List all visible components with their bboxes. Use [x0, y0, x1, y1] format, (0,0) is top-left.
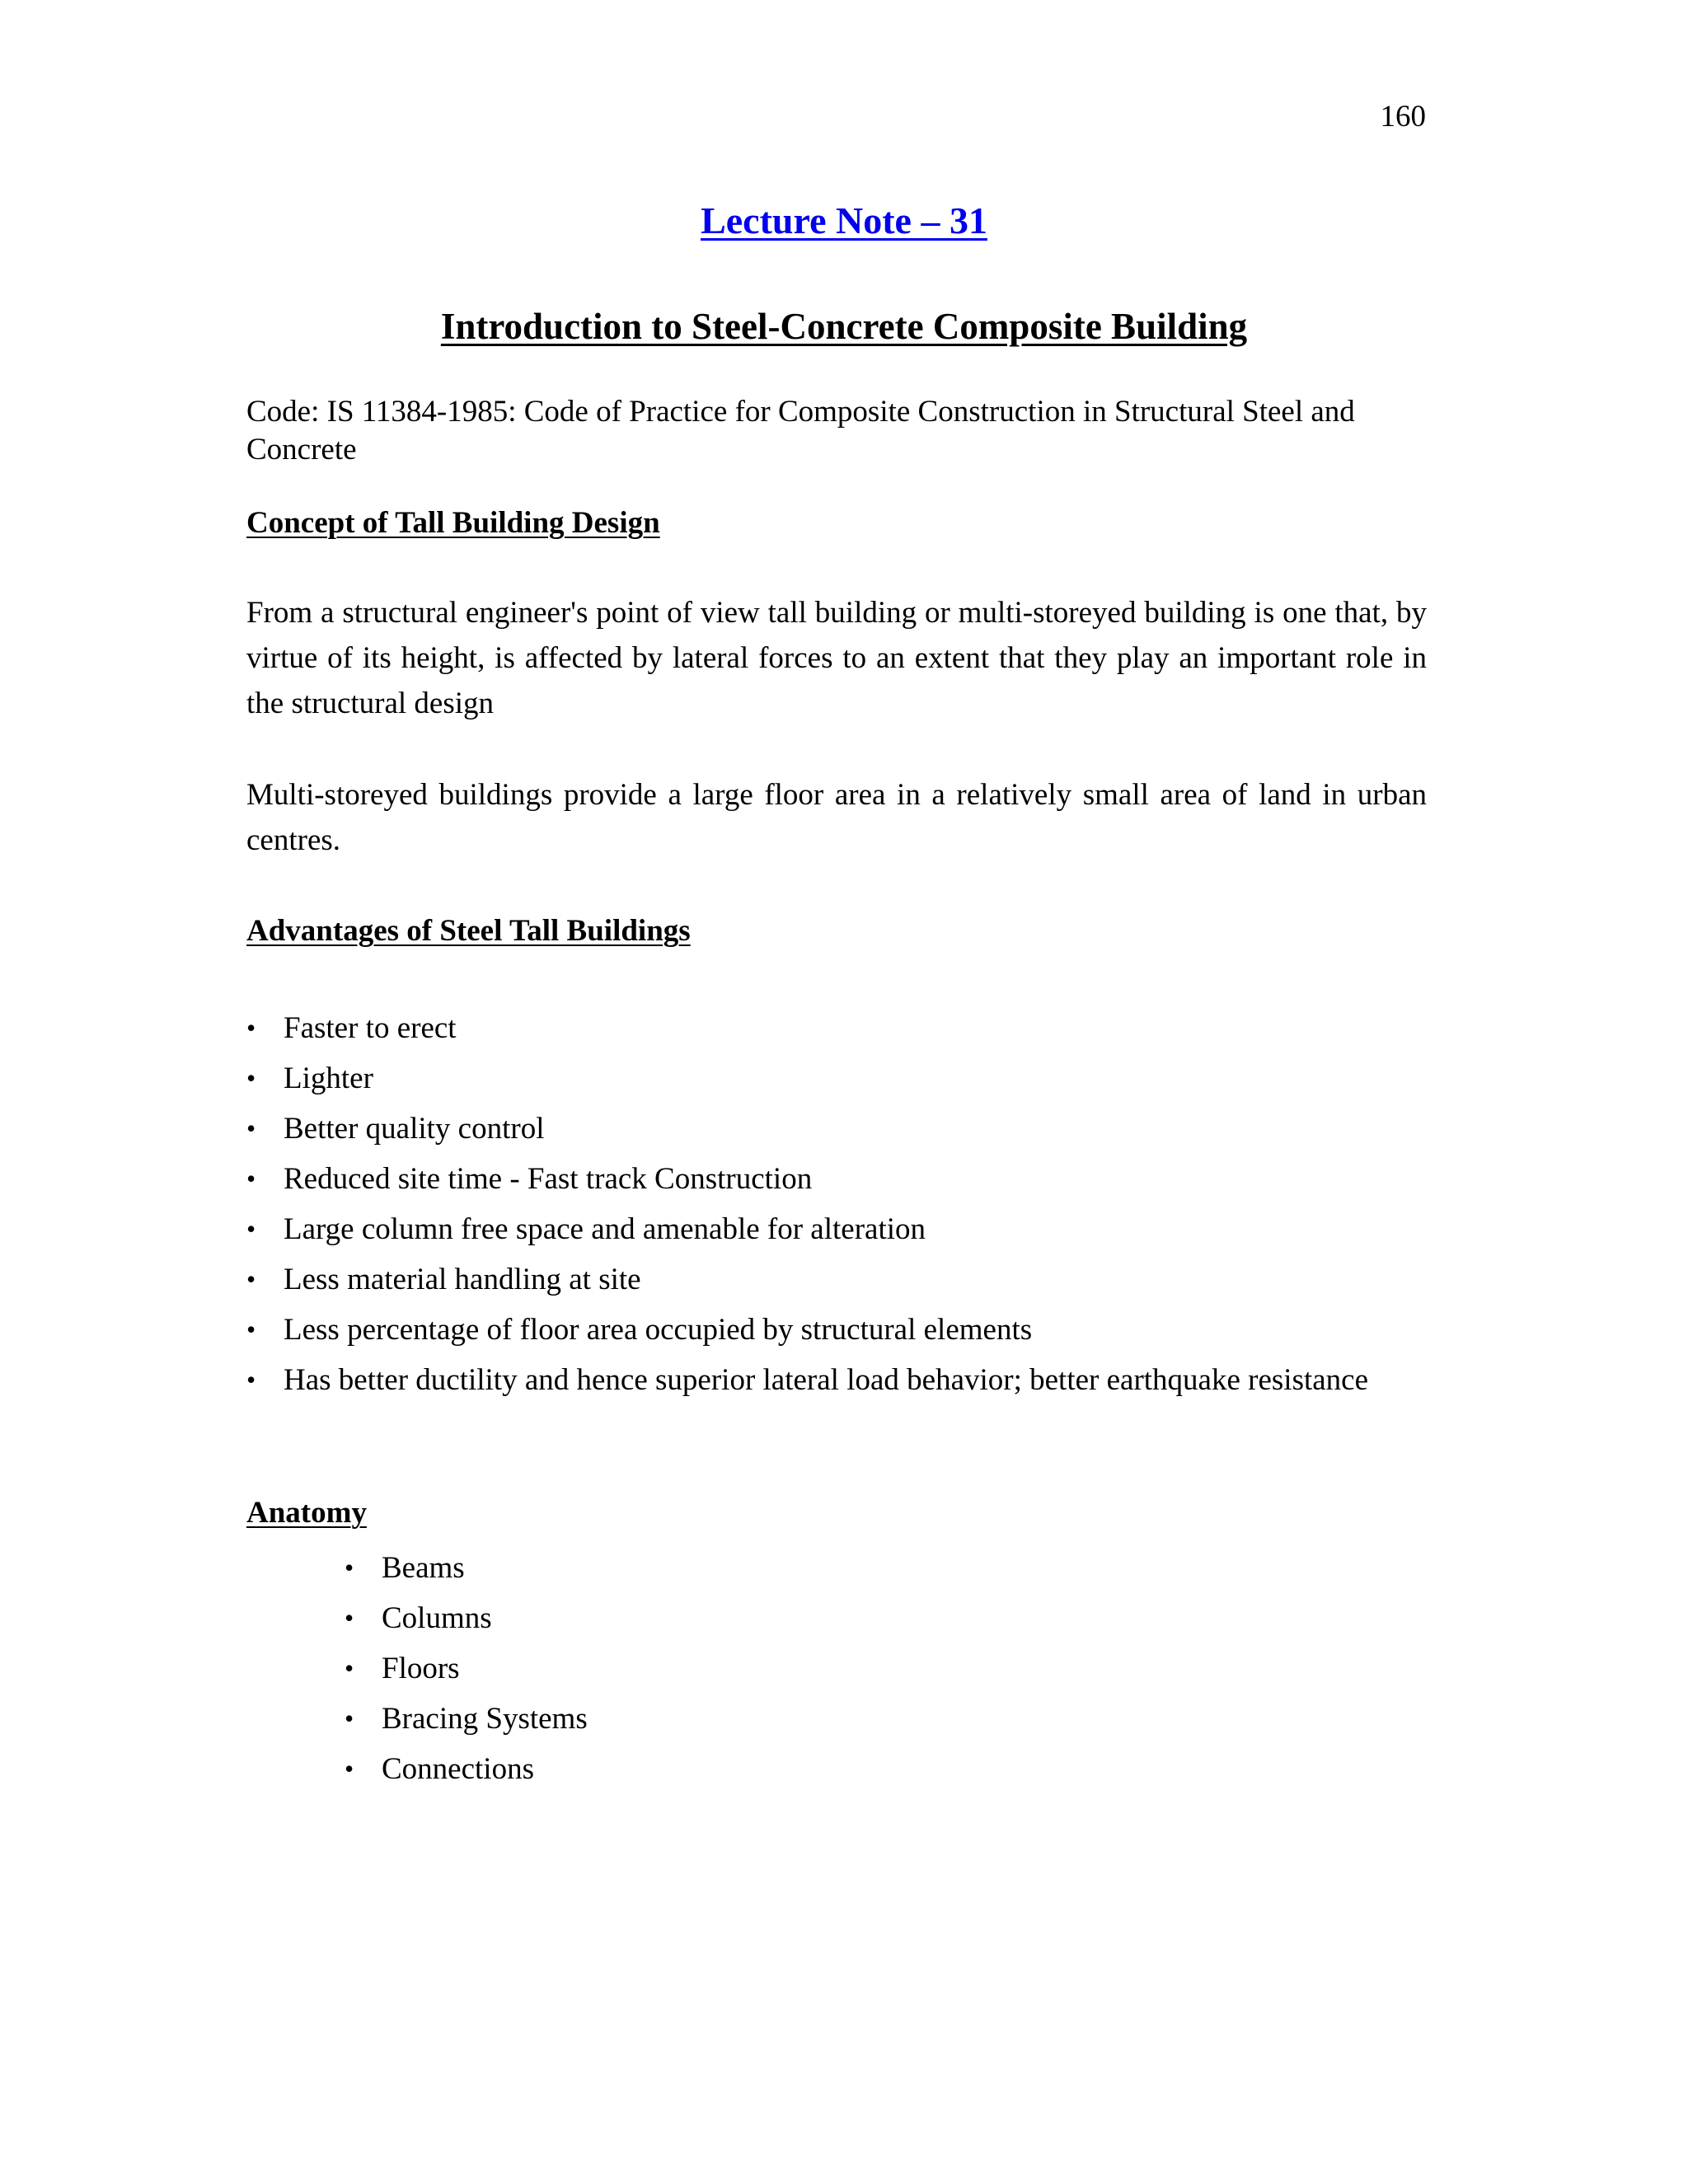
- bullet-icon: •: [246, 1164, 256, 1193]
- paragraph-tall-building-definition: From a structural engineer's point of view tall building or multi-storeyed building is one that, by virtue of its height, is affected by lateral forces to an extent that they play an important role in the structural design: [246, 596, 1427, 720]
- list-item-text: Lighter: [284, 1062, 373, 1095]
- bullet-icon: •: [246, 1013, 256, 1043]
- paragraph-multi-storeyed-buildings: Multi-storeyed buildings provide a large floor area in a relatively small area of land in urban centres.: [246, 778, 1427, 857]
- list-item-text: Reduced site time - Fast track Construction: [284, 1162, 813, 1196]
- heading-concept-tall-building: Concept of Tall Building Design: [246, 506, 660, 540]
- bullet-icon: •: [345, 1603, 354, 1633]
- page-title: Introduction to Steel-Concrete Composite Building: [440, 306, 1248, 347]
- list-item: [246, 1357, 1417, 1403]
- list-item-text: Better quality control: [284, 1112, 545, 1146]
- list-item-text: Faster to erect: [284, 1011, 457, 1045]
- bullet-icon: •: [246, 1315, 256, 1344]
- list-item-text: Less material handling at site: [284, 1263, 641, 1296]
- page-number: 160: [1380, 100, 1426, 134]
- list-item-text: Has better ductility and hence superior lateral load behavior; better earthquake resistance: [284, 1363, 1369, 1397]
- bullet-icon: •: [345, 1704, 354, 1733]
- list-item: [246, 1156, 1417, 1202]
- bullet-icon: •: [246, 1214, 256, 1244]
- list-item: [246, 1307, 1417, 1352]
- lecture-title-link[interactable]: Lecture Note – 31: [701, 199, 987, 241]
- list-item: [345, 1596, 1086, 1641]
- list-item-text: Less percentage of floor area occupied by structural elements: [284, 1313, 1033, 1347]
- list-item-text: Floors: [382, 1652, 460, 1685]
- list-item: [246, 1257, 1417, 1302]
- bullet-icon: •: [246, 1264, 256, 1294]
- bullet-icon: •: [246, 1063, 256, 1093]
- list-item-text: Bracing Systems: [382, 1702, 588, 1736]
- list-item: [246, 1106, 1417, 1151]
- bullet-icon: •: [345, 1553, 354, 1582]
- advantages-list: [246, 1005, 1417, 1408]
- list-item: [246, 1005, 1417, 1051]
- list-item-text: Columns: [382, 1601, 492, 1635]
- heading-advantages: Advantages of Steel Tall Buildings: [246, 914, 691, 948]
- anatomy-list: [345, 1545, 1086, 1797]
- bullet-icon: •: [345, 1653, 354, 1683]
- list-item: [345, 1646, 1086, 1691]
- list-item: [246, 1056, 1417, 1101]
- heading-anatomy: Anatomy: [246, 1496, 367, 1530]
- bullet-icon: •: [246, 1113, 256, 1143]
- code-reference: Code: IS 11384-1985: Code of Practice for Composite Construction in Structural Steel and Concrete: [246, 395, 1355, 466]
- list-item: [345, 1696, 1086, 1741]
- list-item-text: Connections: [382, 1752, 534, 1786]
- list-item-text: Beams: [382, 1551, 465, 1585]
- list-item: [345, 1746, 1086, 1792]
- bullet-icon: •: [246, 1365, 256, 1394]
- list-item: [246, 1207, 1417, 1252]
- bullet-icon: •: [345, 1754, 354, 1783]
- list-item: [345, 1545, 1086, 1591]
- list-item-text: Large column free space and amenable for alteration: [284, 1212, 926, 1246]
